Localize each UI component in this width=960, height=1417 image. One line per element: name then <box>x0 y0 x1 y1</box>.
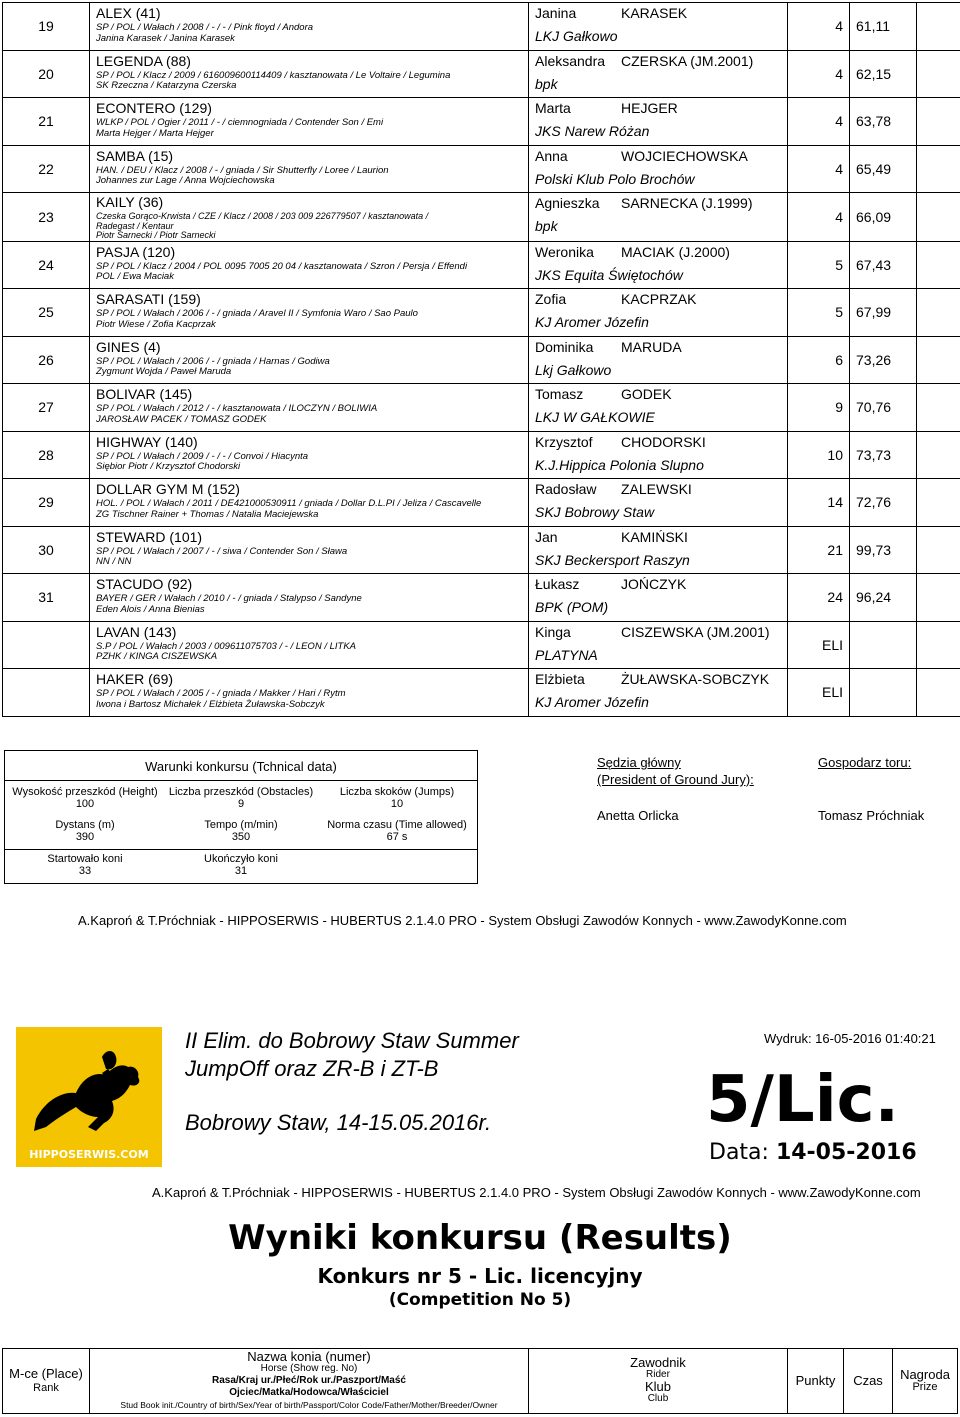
rider-cell <box>529 241 788 289</box>
rider-cell <box>529 289 788 337</box>
rider-club: JKS Equita Świętochów <box>535 266 683 283</box>
started-label: Startowało koni <box>47 853 123 865</box>
horse-name: LEGENDA (88) <box>96 52 191 69</box>
host-name: Tomasz Próchniak <box>818 808 925 823</box>
horse-details: SP / POL / Wałach / 2006 / - / gniada / Aravel II / Symfonia Waro / Sao Paulo <box>96 308 418 319</box>
date-label: Data: <box>709 1140 776 1165</box>
printout-timestamp: Wydruk: 16-05-2016 01:40:21 <box>764 1031 936 1046</box>
rider-last-name: GODEK <box>621 386 672 402</box>
rider-club: bpk <box>535 218 558 234</box>
judge-label: Sędzia główny <box>597 755 681 770</box>
points-cell: ELI <box>788 621 850 669</box>
horse-details: SP / POL / Klacz / 2004 / POL 0095 7005 20 04 / kasztanowata / Szron / Persja / Effendi <box>96 260 468 272</box>
rider-cell <box>529 336 788 384</box>
rider-first-name: Dominika <box>535 338 594 355</box>
horse-cell <box>90 241 529 289</box>
result-row <box>3 98 960 146</box>
rider-cell <box>529 145 788 193</box>
horse-cell <box>90 669 529 717</box>
rider-name <box>535 434 787 450</box>
rider-cell <box>529 431 788 479</box>
time-cell: 67,43 <box>850 241 917 289</box>
finished-label: Ukończyło koni <box>204 853 278 865</box>
competition-code: 5/Lic. <box>706 1063 899 1137</box>
rider-name <box>535 53 787 69</box>
prize-cell <box>917 50 960 98</box>
rider-name <box>535 529 787 545</box>
result-row <box>3 289 960 337</box>
place-cell: 22 <box>3 145 90 193</box>
rider-first-name: Janina <box>535 5 577 21</box>
points-cell: 5 <box>788 289 850 337</box>
points-cell: 4 <box>788 193 850 242</box>
horse-name: HIGHWAY (140) <box>96 433 198 450</box>
result-row <box>3 336 960 384</box>
prize-cell <box>917 193 960 242</box>
place-cell: 24 <box>3 241 90 289</box>
prize-cell <box>917 289 960 337</box>
rider-name <box>535 148 787 164</box>
started-value: 33 <box>78 865 92 877</box>
rider-cell <box>529 669 788 717</box>
place-cell: 30 <box>3 526 90 574</box>
points-cell: 4 <box>788 145 850 193</box>
rider-cell <box>529 574 788 622</box>
horse-name: BOLIVAR (145) <box>96 386 193 402</box>
points-cell: 24 <box>788 574 850 622</box>
rider-first-name: Elżbieta <box>535 671 585 687</box>
place-cell: 19 <box>3 3 90 51</box>
event-place-date: Bobrowy Staw, 14-15.05.2016r. <box>185 1110 492 1135</box>
rider-name <box>535 386 787 402</box>
place-cell: 29 <box>3 479 90 527</box>
horse-cell <box>90 50 529 98</box>
distance-value: 390 <box>75 831 95 843</box>
conditions-title: Warunki konkursu (Tchnical data) <box>145 759 337 774</box>
points-cell: 4 <box>788 98 850 146</box>
rider-club: K.J.Hippica Polonia Slupno <box>535 456 704 473</box>
horse-details: SP / POL / Klacz / 2009 / 616009600114409 / kasztanowata / Le Voltaire / Legumina <box>96 69 451 81</box>
place-cell: 31 <box>3 574 90 622</box>
horse-name: HAKER (69) <box>96 671 174 687</box>
rider-last-name: ZALEWSKI <box>621 481 692 497</box>
horse-breeder-owner: Johannes zur Lage / Anna Wojciechowska <box>96 175 275 186</box>
col-place: M-ce (Place) Rank <box>3 1349 90 1414</box>
prize-cell <box>917 145 960 193</box>
horse-owner: Piotr Sarnecki / Piotr Sarnecki <box>96 230 216 240</box>
rider-club: KJ Aromer Józefin <box>535 694 649 710</box>
horse-details: SP / POL / Wałach / 2012 / - / kasztanowata / ILOCZYN / BOLIWIA <box>96 403 378 414</box>
place-cell: 28 <box>3 431 90 479</box>
result-row <box>3 384 960 432</box>
rider-last-name: SARNECKA (J.1999) <box>621 195 753 211</box>
rider-name <box>535 195 787 211</box>
result-row <box>3 526 960 574</box>
col-rider: Zawodnik Rider Klub Club <box>529 1349 788 1414</box>
hipposerwis-logo <box>16 1027 162 1167</box>
horse-cell <box>90 384 529 432</box>
rider-club: PLATYNA <box>535 646 598 663</box>
prize-cell <box>917 384 960 432</box>
horse-details: SP / POL / Wałach / 2006 / - / gniada / Harnas / Godiwa <box>96 355 330 367</box>
horse-details: BAYER / GER / Wałach / 2010 / - / gniada / Stalypso / Sandyne <box>96 593 362 604</box>
horse-details: S.P / POL / Wałach / 2003 / 009611075703 / - / LEON / LITKA <box>96 640 356 652</box>
result-row <box>3 431 960 479</box>
rider-club: BPK (POM) <box>535 599 609 615</box>
time-cell: 63,78 <box>850 98 917 146</box>
footer-credits-top: A.Kaproń & T.Próchniak - HIPPOSERWIS - HUBERTUS 2.1.4.0 PRO - System Obsługi Zawodów Konnych - www.ZawodyKonne.com <box>78 913 847 928</box>
horse-name: SAMBA (15) <box>96 147 174 164</box>
rider-first-name: Łukasz <box>535 576 580 592</box>
obstacles-label: Liczba przeszkód (Obstacles) <box>168 786 314 798</box>
horse-name: ECONTERO (129) <box>96 100 212 116</box>
height-label: Wysokość przeszkód (Height) <box>12 786 158 798</box>
result-row <box>3 479 960 527</box>
points-cell: 21 <box>788 526 850 574</box>
horse-cell <box>90 193 529 242</box>
host-label: Gospodarz toru: <box>818 755 912 770</box>
horse-breeder-owner: PZHK / KINGA CISZEWSKA <box>96 651 218 662</box>
points-cell: 14 <box>788 479 850 527</box>
date-value: 14-05-2016 <box>775 1140 917 1165</box>
horse-details: SP / POL / Wałach / 2009 / - / - / Convoi / Hiacynta <box>96 450 309 462</box>
horse-name: ALEX (41) <box>96 5 161 21</box>
prize-cell <box>917 574 960 622</box>
horse-name: PASJA (120) <box>96 243 176 260</box>
rider-first-name: Weronika <box>535 243 594 260</box>
rider-club: LKJ W GAŁKOWIE <box>535 409 655 425</box>
judge-name: Anetta Orlicka <box>597 808 679 823</box>
distance-label: Dystans (m) <box>55 819 115 831</box>
horse-cell <box>90 479 529 527</box>
rider-name <box>535 481 787 497</box>
horse-details: SP / POL / Wałach / 2005 / - / gniada / Makker / Hari / Rytm <box>96 688 346 699</box>
time-cell: 96,24 <box>850 574 917 622</box>
place-cell <box>3 621 90 669</box>
horse-breeder-owner: JAROSŁAW PACEK / TOMASZ GODEK <box>96 413 267 425</box>
horse-breeder-owner: SK Rzeczna / Katarzyna Czerska <box>96 80 237 91</box>
rider-club: Lkj Gałkowo <box>535 361 612 378</box>
place-cell: 25 <box>3 289 90 337</box>
points-cell: 6 <box>788 336 850 384</box>
horse-details: Czeska Gorąco-Krwista / CZE / Klacz / 2008 / 203 009 226779507 / kasztanowata / <box>96 211 429 221</box>
horse-details: HOL. / POL / Wałach / 2011 / DE421000530911 / gniada / Dollar D.L.PI / Jeliza / Cascavelle <box>96 498 482 509</box>
horse-breeder-owner: NN / NN <box>96 556 132 567</box>
jumps-label: Liczba skoków (Jumps) <box>339 786 455 798</box>
rider-last-name: MACIAK (J.2000) <box>621 243 730 260</box>
horse-details: SP / POL / Wałach / 2007 / - / siwa / Contender Son / Sława <box>96 545 348 557</box>
rider-first-name: Anna <box>535 147 568 164</box>
horse-details: SP / POL / Wałach / 2008 / - / - / Pink floyd / Andora <box>96 22 314 33</box>
place-cell <box>3 669 90 717</box>
result-row <box>3 669 960 717</box>
competition-name: Konkurs nr 5 - Lic. licencyjny <box>317 1264 643 1288</box>
points-cell: 10 <box>788 431 850 479</box>
rider-first-name: Kinga <box>535 623 571 640</box>
results-column-headers <box>2 1348 958 1414</box>
time-cell: 99,73 <box>850 526 917 574</box>
result-row <box>3 145 960 193</box>
obstacles-value: 9 <box>237 798 245 810</box>
horse-name: GINES (4) <box>96 338 161 355</box>
rider-name <box>535 576 787 592</box>
horse-name: STEWARD (101) <box>96 528 203 545</box>
horse-cell <box>90 145 529 193</box>
rider-name <box>535 291 787 307</box>
rider-last-name: JOŃCZYK <box>621 576 687 592</box>
col-time: Czas <box>844 1349 893 1414</box>
horse-details: WLKP / POL / Ogier / 2011 / - / ciemnogniada / Contender Son / Emi <box>96 117 384 128</box>
prize-cell <box>917 241 960 289</box>
rider-name <box>535 339 787 355</box>
results-table <box>2 2 960 717</box>
prize-cell <box>917 526 960 574</box>
horse-name: DOLLAR GYM M (152) <box>96 481 240 497</box>
result-row <box>3 193 960 242</box>
horse-breeder-owner: Marta Hejger / Marta Hejger <box>96 127 214 139</box>
time-cell <box>850 669 917 717</box>
prize-cell <box>917 479 960 527</box>
rider-club: JKS Narew Różan <box>535 123 650 139</box>
time-cell: 61,11 <box>850 3 917 51</box>
rider-first-name: Agnieszka <box>535 195 600 211</box>
rider-last-name: CHODORSKI <box>621 433 706 450</box>
horse-name: LAVAN (143) <box>96 623 177 640</box>
rider-last-name: KARASEK <box>621 5 688 21</box>
points-cell: 4 <box>788 50 850 98</box>
rider-last-name: ŻUŁAWSKA-SOBCZYK <box>621 671 770 687</box>
horse-jumper-icon <box>16 1027 162 1167</box>
prize-cell <box>917 98 960 146</box>
time-cell: 65,49 <box>850 145 917 193</box>
horse-breeder-owner: Siębior Piotr / Krzysztof Chodorski <box>96 461 241 472</box>
height-value: 100 <box>75 798 95 810</box>
result-row <box>3 574 960 622</box>
col-points: Punkty <box>788 1349 844 1414</box>
competition-conditions <box>4 750 478 884</box>
prize-cell <box>917 621 960 669</box>
points-cell: 5 <box>788 241 850 289</box>
results-title: Wyniki konkursu (Results) <box>228 1218 732 1258</box>
time-cell <box>850 621 917 669</box>
horse-details: HAN. / DEU / Klacz / 2008 / - / gniada / Sir Shutterfly / Loree / Laurion <box>96 164 389 176</box>
jumps-value: 10 <box>390 798 404 810</box>
time-cell: 73,73 <box>850 431 917 479</box>
rider-last-name: KAMIŃSKI <box>621 528 688 545</box>
points-cell: ELI <box>788 669 850 717</box>
rider-first-name: Tomasz <box>535 386 584 402</box>
tempo-label: Tempo (m/min) <box>204 819 278 831</box>
time-cell: 70,76 <box>850 384 917 432</box>
prize-cell <box>917 431 960 479</box>
rider-last-name: HEJGER <box>621 100 678 116</box>
rider-name <box>535 100 787 116</box>
prize-cell <box>917 669 960 717</box>
horse-breeder-owner: POL / Ewa Maciak <box>96 271 174 282</box>
rider-name <box>535 624 787 640</box>
footer-credits-bottom: A.Kaproń & T.Próchniak - HIPPOSERWIS - HUBERTUS 2.1.4.0 PRO - System Obsługi Zawodów Konnych - www.ZawodyKonne.com <box>152 1185 921 1200</box>
competition-name-en: (Competition No 5) <box>388 1290 572 1310</box>
rider-club: LKJ Gałkowo <box>535 28 618 44</box>
place-cell: 23 <box>3 193 90 242</box>
horse-breeder-owner: Piotr Wiese / Zofia Kacprzak <box>96 318 216 330</box>
horse-breeder-owner: Iwona i Bartosz Michałek / Elżbieta Żuławska-Sobczyk <box>96 698 325 710</box>
rider-club: bpk <box>535 75 558 92</box>
rider-cell <box>529 384 788 432</box>
logo-text: HIPPOSERWIS.COM <box>29 1148 149 1161</box>
rider-first-name: Aleksandra <box>535 52 606 69</box>
rider-last-name: CISZEWSKA (JM.2001) <box>621 623 770 640</box>
place-cell: 21 <box>3 98 90 146</box>
rider-cell <box>529 193 788 242</box>
time-cell: 62,15 <box>850 50 917 98</box>
time-allowed-label: Norma czasu (Time allowed) <box>327 819 467 831</box>
time-cell: 66,09 <box>850 193 917 242</box>
rider-first-name: Krzysztof <box>535 433 593 450</box>
rider-club: KJ Aromer Józefin <box>535 314 649 330</box>
place-cell: 26 <box>3 336 90 384</box>
rider-cell <box>529 479 788 527</box>
result-row <box>3 3 960 51</box>
result-row <box>3 241 960 289</box>
horse-cell <box>90 3 529 51</box>
col-prize: Nagroda Prize <box>893 1349 958 1414</box>
prize-cell <box>917 3 960 51</box>
place-cell: 20 <box>3 50 90 98</box>
col-horse: Nazwa konia (numer) Horse (Show reg. No) Rasa/Kraj ur./Płeć/Rok ur./Paszport/Maść Ojciec/Matka/Hodowca/Właściciel Stud Book init./Country of birth/Sex/Year of birth/Passport/Color Code/Father/Mother/Breeder/Owner <box>90 1349 529 1414</box>
rider-first-name: Radosław <box>535 481 597 497</box>
horse-breeder-owner: Eden Alois / Anna Bienias <box>96 603 205 615</box>
event-name-line1: II Elim. do Bobrowy Staw Summer <box>185 1028 519 1053</box>
rider-cell <box>529 3 788 51</box>
competition-date <box>709 1140 917 1165</box>
result-row <box>3 50 960 98</box>
finished-value: 31 <box>234 865 248 877</box>
rider-club: SKJ Bobrowy Staw <box>535 504 655 520</box>
rider-name <box>535 671 787 687</box>
judge-label-en: (President of Ground Jury): <box>597 772 754 787</box>
rider-name <box>535 244 787 260</box>
points-cell: 9 <box>788 384 850 432</box>
time-allowed-value: 67 s <box>386 831 408 843</box>
horse-cell <box>90 431 529 479</box>
event-name-line2: JumpOff oraz ZR-B i ZT-B <box>185 1056 439 1081</box>
horse-cell <box>90 336 529 384</box>
horse-cell <box>90 621 529 669</box>
rider-cell <box>529 621 788 669</box>
horse-cell <box>90 98 529 146</box>
horse-cell <box>90 526 529 574</box>
horse-breeder-owner: Janina Karasek / Janina Karasek <box>96 32 235 44</box>
rider-club: Polski Klub Polo Brochów <box>535 170 695 187</box>
rider-last-name: KACPRZAK <box>621 291 697 307</box>
rider-cell <box>529 50 788 98</box>
horse-name: SARASATI (159) <box>96 291 201 307</box>
rider-cell <box>529 98 788 146</box>
horse-breeder-owner: ZG Tischner Rainer + Thomas / Natalia Maciejewska <box>96 508 319 520</box>
horse-cell <box>90 574 529 622</box>
rider-cell <box>529 526 788 574</box>
prize-cell <box>917 336 960 384</box>
horse-breeder-owner: Radegast / Kentaur <box>96 220 174 231</box>
rider-first-name: Marta <box>535 100 571 116</box>
rider-name <box>535 5 787 21</box>
tempo-value: 350 <box>231 831 251 843</box>
place-cell: 27 <box>3 384 90 432</box>
rider-last-name: MARUDA <box>621 338 682 355</box>
horse-breeder-owner: Zygmunt Wojda / Paweł Maruda <box>96 366 232 377</box>
rider-last-name: CZERSKA (JM.2001) <box>621 52 754 69</box>
horse-cell <box>90 289 529 337</box>
result-row <box>3 621 960 669</box>
time-cell: 72,76 <box>850 479 917 527</box>
points-cell: 4 <box>788 3 850 51</box>
horse-name: STACUDO (92) <box>96 576 193 592</box>
time-cell: 67,99 <box>850 289 917 337</box>
time-cell: 73,26 <box>850 336 917 384</box>
rider-first-name: Zofia <box>535 291 567 307</box>
rider-last-name: WOJCIECHOWSKA <box>621 147 748 164</box>
rider-first-name: Jan <box>535 528 558 545</box>
rider-club: SKJ Beckersport Raszyn <box>535 551 690 568</box>
horse-name: KAILY (36) <box>96 194 164 210</box>
